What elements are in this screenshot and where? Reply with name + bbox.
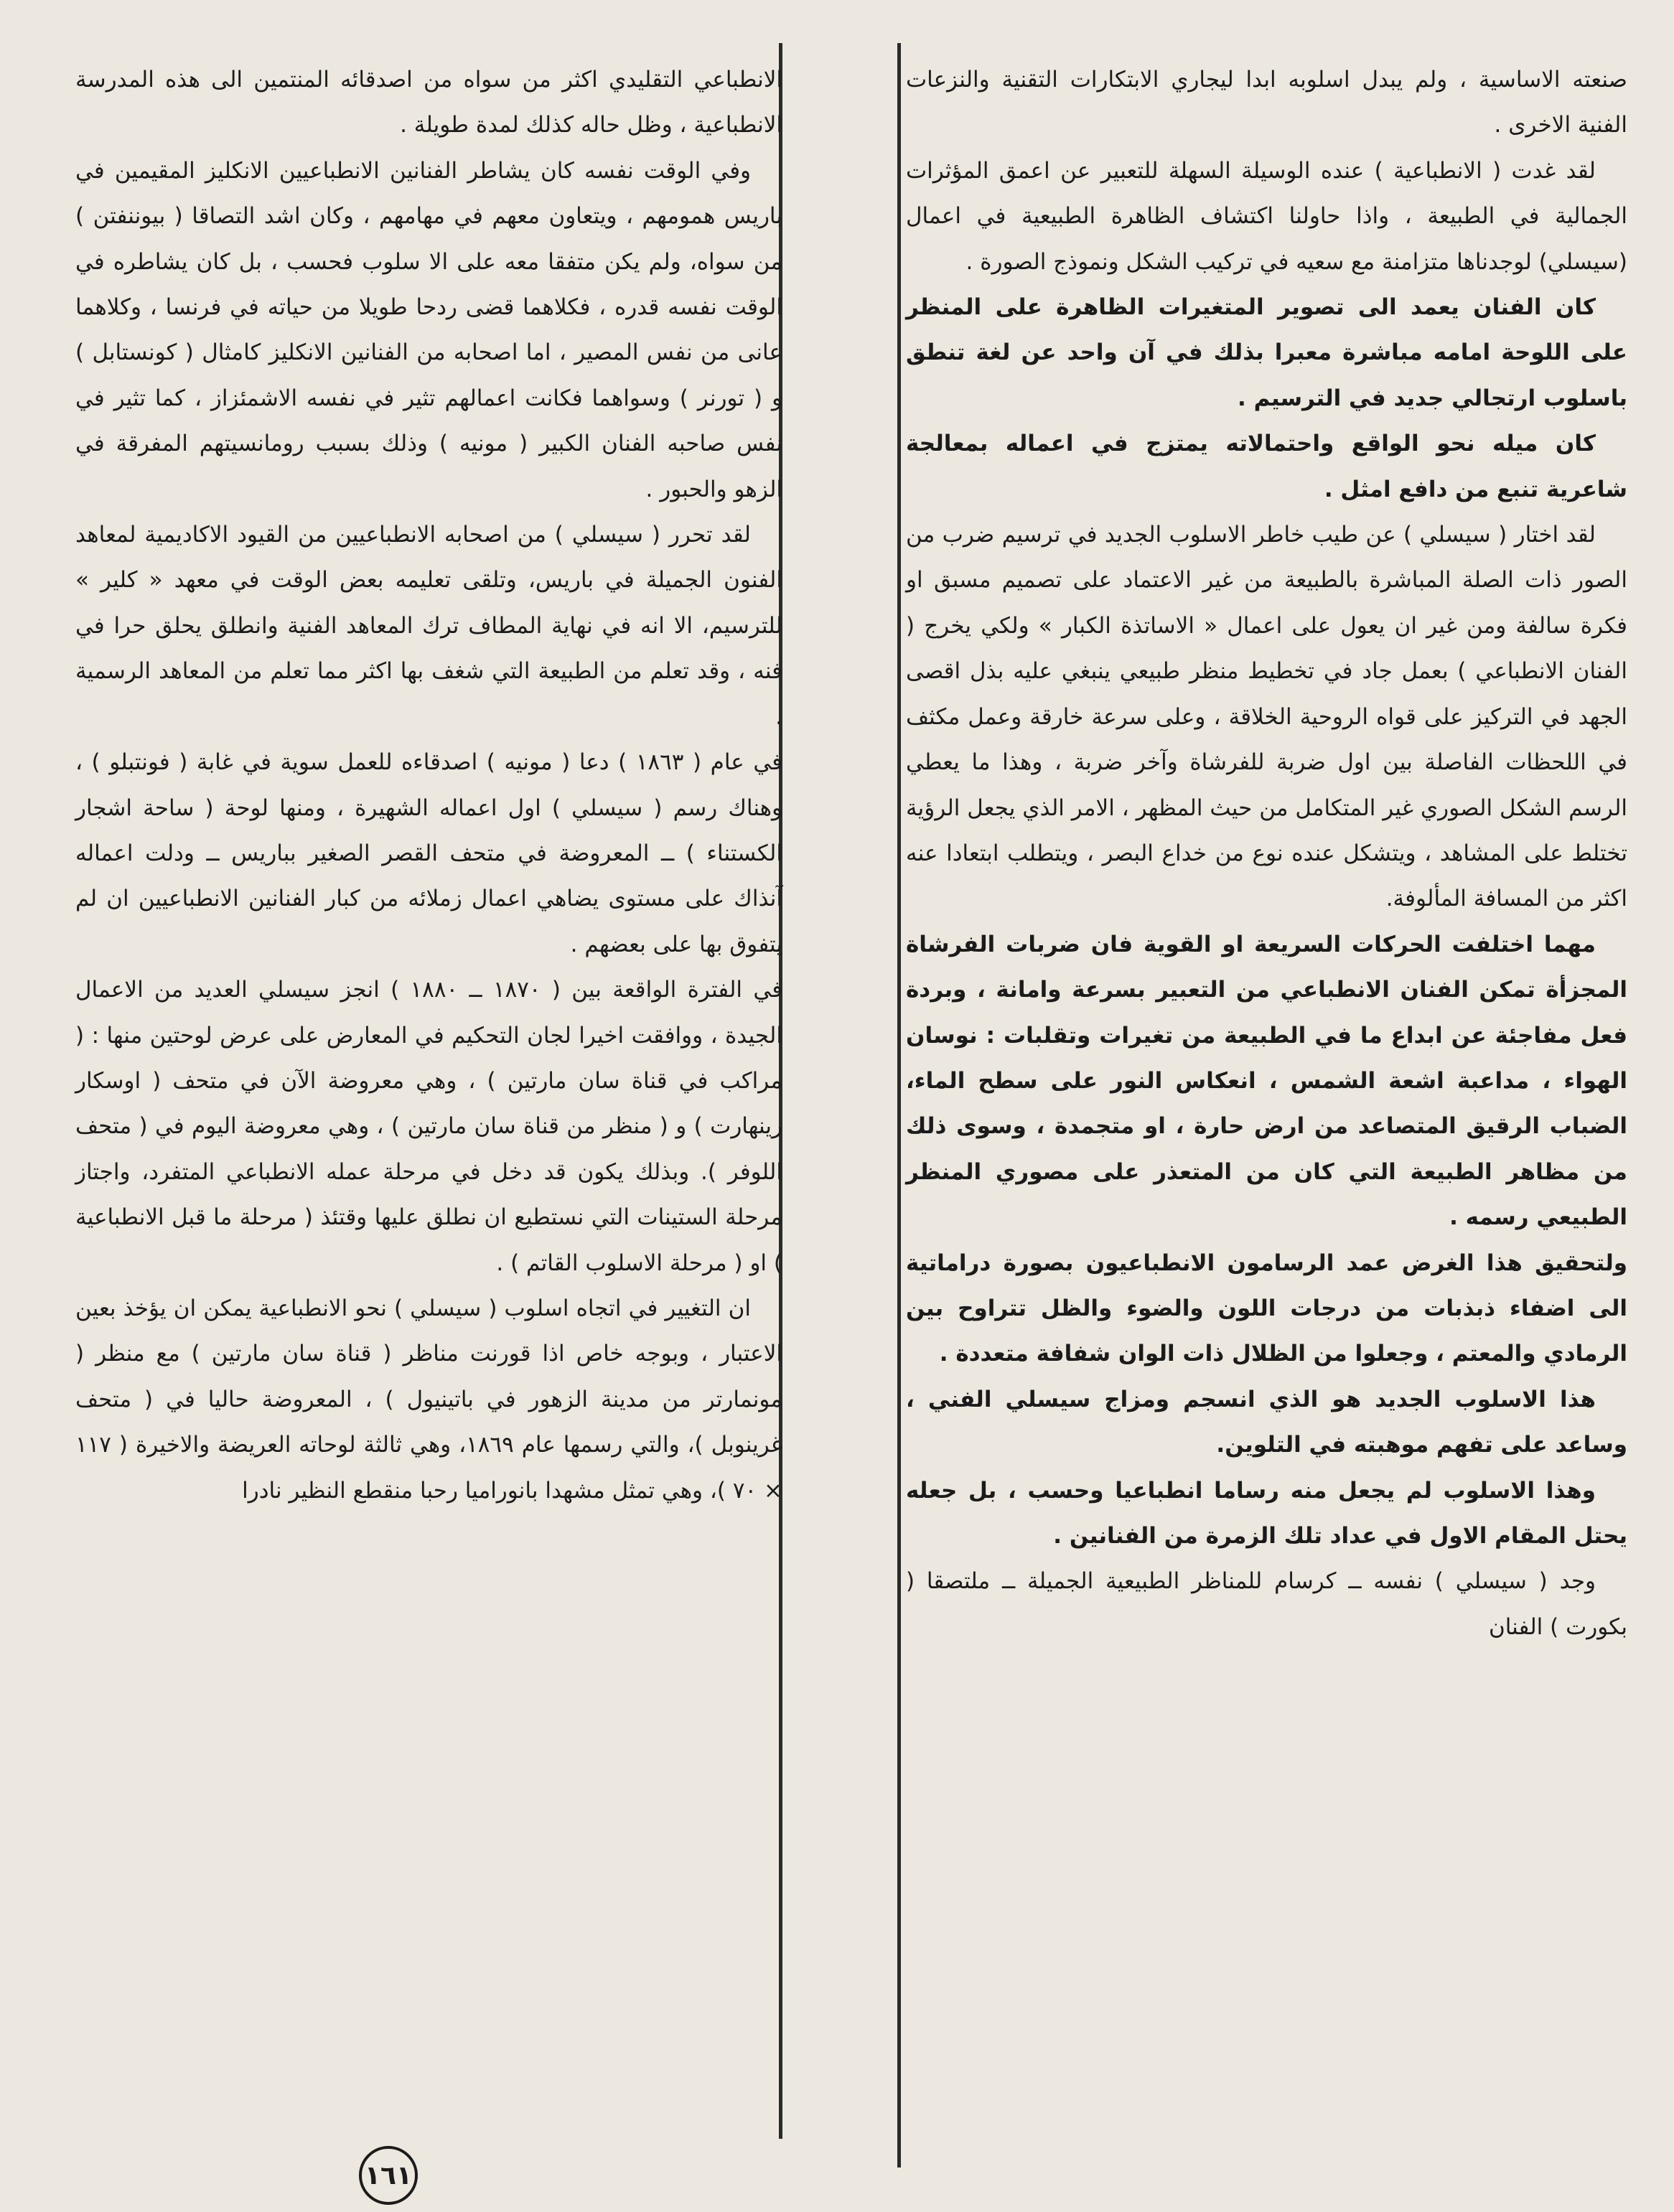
paragraph: لقد غدت ( الانطباعية ) عنده الوسيلة السهلة للتعبير عن اعمق المؤثرات الجمالية في الطبيعة ، واذا حاولنا اكتشاف الظاهرة الطبيعية في اعمال (سيسلي) لوجدناها متزامنة مع سعيه في تركيب الشكل ونموذج الصورة . xyxy=(906,157,1627,275)
paragraph: مهما اختلفت الحركات السريعة او القوية فان ضربات الفرشاة المجزأة تمكن الفنان الانطباعي من التعبير بسرعة وامانة ، وبردة فعل مفاجئة عن ابداع ما في الطبيعة من تغيرات وتقلبات : نوسان الهواء ، مداعبة اشعة الشمس ، انعكاس النور على سطح الماء، الضباب الرقيق المتصاعد من ارض حارة ، او متجمدة ، وسوى ذلك من مظاهر الطبيعة التي كان من المتعذر على مصوري المنظر الطبيعي رسمه . xyxy=(906,931,1627,1231)
paragraph: الانطباعي التقليدي اكثر من سواه من اصدقائه المنتمين الى هذه المدرسة الانطباعية ، وظل حاله كذلك لمدة طويلة . xyxy=(75,67,782,139)
page-number: ١٦١ xyxy=(359,2146,418,2205)
paragraph: ولتحقيق هذا الغرض عمد الرسامون الانطباعيون بصورة دراماتية الى اضفاء ذبذبات من درجات اللون والضوء والظل تتراوح بين الرمادي والمعتم ، وجعلوا من الظلال ذات الوان شفافة متعددة . xyxy=(906,1250,1627,1367)
column-divider-right xyxy=(897,43,901,2168)
left-text-column xyxy=(75,57,782,1514)
paragraph: وفي الوقت نفسه كان يشاطر الفنانين الانطباعيين الانكليز المقيمين في باريس همومهم ، ويتعاون معهم في مهامهم ، وكان اشد التصاقا ( بيوننفتن ) من سواه، ولم يكن متفقا معه على الا سلوب فحسب ، بل كان يشاطره في الوقت نفسه قدره ، فكلاهما قضى ردحا طويلا من حياته في فرنسا ، وكلاهما عانى من نفس المصير ، اما اصحابه من الفنانين الانكليز كامثال ( كونستابل ) و ( تورنر ) وسواهما فكانت اعمالهم تثير في نفسه الاشمئزاز ، كما تثير في نفس صاحبه الفنان الكبير ( مونيه ) وذلك بسبب رومانسيتهم المفرقة في الزهو والحبور . xyxy=(75,157,782,502)
paragraph: صنعته الاساسية ، ولم يبدل اسلوبه ابدا ليجاري الابتكارات التقنية والنزعات الفنية الاخرى . xyxy=(906,67,1627,139)
right-text-column xyxy=(906,57,1627,1650)
paragraph: هذا الاسلوب الجديد هو الذي انسجم ومزاج سيسلي الفني ، وساعد على تفهم موهبته في التلوين. xyxy=(906,1386,1627,1458)
paragraph: وهذا الاسلوب لم يجعل منه رساما انطباعيا وحسب ، بل جعله يحتل المقام الاول في عداد تلك الزمرة من الفنانين . xyxy=(906,1477,1627,1549)
paragraph: لقد تحرر ( سيسلي ) من اصحابه الانطباعيين من القيود الاكاديمية لمعاهد الفنون الجميلة في باريس، وتلقى تعليمه بعض الوقت في معهد « كلير » للترسيم، الا انه في نهاية المطاف ترك المعاهد الفنية وانطلق يحلق حرا في فنه ، وقد تعلم من الطبيعة التي شغف بها اكثر مما تعلم من المعاهد الرسمية . xyxy=(75,522,782,730)
paragraph: وجد ( سيسلي ) نفسه ــ كرسام للمناظر الطبيعية الجميلة ــ ملتصقا ( بكورت ) الفنان xyxy=(906,1568,1627,1640)
paragraph: كان الفنان يعمد الى تصوير المتغيرات الظاهرة على المنظر على اللوحة امامه مباشرة معبرا بذلك في آن واحد عن لغة تنطق باسلوب ارتجالي جديد في الترسيم . xyxy=(906,294,1627,411)
paragraph: كان ميله نحو الواقع واحتمالاته يمتزج في اعماله بمعالجة شاعرية تنبع من دافع امثل . xyxy=(906,431,1627,502)
paragraph: ان التغيير في اتجاه اسلوب ( سيسلي ) نحو الانطباعية يمكن ان يؤخذ بعين الاعتبار ، وبوجه خاص اذا قورنت مناظر ( قناة سان مارتين ) مع منظر ( مونمارتر من مدينة الزهور في باتينيول ) ، المعروضة حاليا في ( متحف غرينوبل )، والتي رسمها عام ١٨٦٩، وهي ثالثة لوحاته العريضة والاخيرة ( ١١٧ × ٧٠ )، وهي تمثل مشهدا بانوراميا رحبا منقطع النظير نادرا xyxy=(75,1295,783,1504)
paragraph: في الفترة الواقعة بين ( ١٨٧٠ ــ ١٨٨٠ ) انجز سيسلي العديد من الاعمال الجيدة ، ووافقت اخيرا لجان التحكيم في المعارض على عرض لوحتين منها : ( مراكب في قناة سان مارتين ) ، وهي معروضة الآن في متحف ( اوسكار رينهارت ) و ( منظر من قناة سان مارتين ) ، وهي معروضة اليوم في ( متحف اللوفر ). وبذلك يكون قد دخل في مرحلة عمله الانطباعي المتفرد، واجتاز مرحلة الستينات التي نستطيع ان نطلق عليها وقتئذ ( مرحلة ما قبل الانطباعية ) او ( مرحلة الاسلوب القاتم ) . xyxy=(75,977,783,1276)
paragraph: في عام ( ١٨٦٣ ) دعا ( مونيه ) اصدقاءه للعمل سوية في غابة ( فونتبلو ) ، وهناك رسم ( سيسلي ) اول اعماله الشهيرة ، ومنها لوحة ( ساحة اشجار الكستناء ) ــ المعروضة في متحف القصر الصغير بباريس ــ ودلت اعماله آنذاك على مستوى يضاهي اعمال زملائه من كبار الفنانين الانطباعيين ان لم يتفوق بها على بعضهم . xyxy=(75,749,782,957)
paragraph: لقد اختار ( سيسلي ) عن طيب خاطر الاسلوب الجديد في ترسيم ضرب من الصور ذات الصلة المباشرة بالطبيعة من غير الاعتماد على تصميم مسبق او فكرة سالفة ومن غير ان يعول على اعمال « الاساتذة الكبار » ولكي يخرج ( الفنان الانطباعي ) بعمل جاد في تخطيط منظر طبيعي ينبغي عليه بذل اقصى الجهد في التركيز على قواه الروحية الخلاقة ، وعلى سرعة خارقة وعمل مكثف في اللحظات الفاصلة بين اول ضربة للفرشاة وآخر ضربة ، وهذا ما يعطي الرسم الشكل الصوري غير المتكامل من حيث المظهر ، الامر الذي يجعل الرؤية تختلط على المشاهد ، ويتشكل عنده نوع من خداع البصر ، ويتطلب ابتعادا عنه اكثر من المسافة المألوفة. xyxy=(906,522,1627,912)
